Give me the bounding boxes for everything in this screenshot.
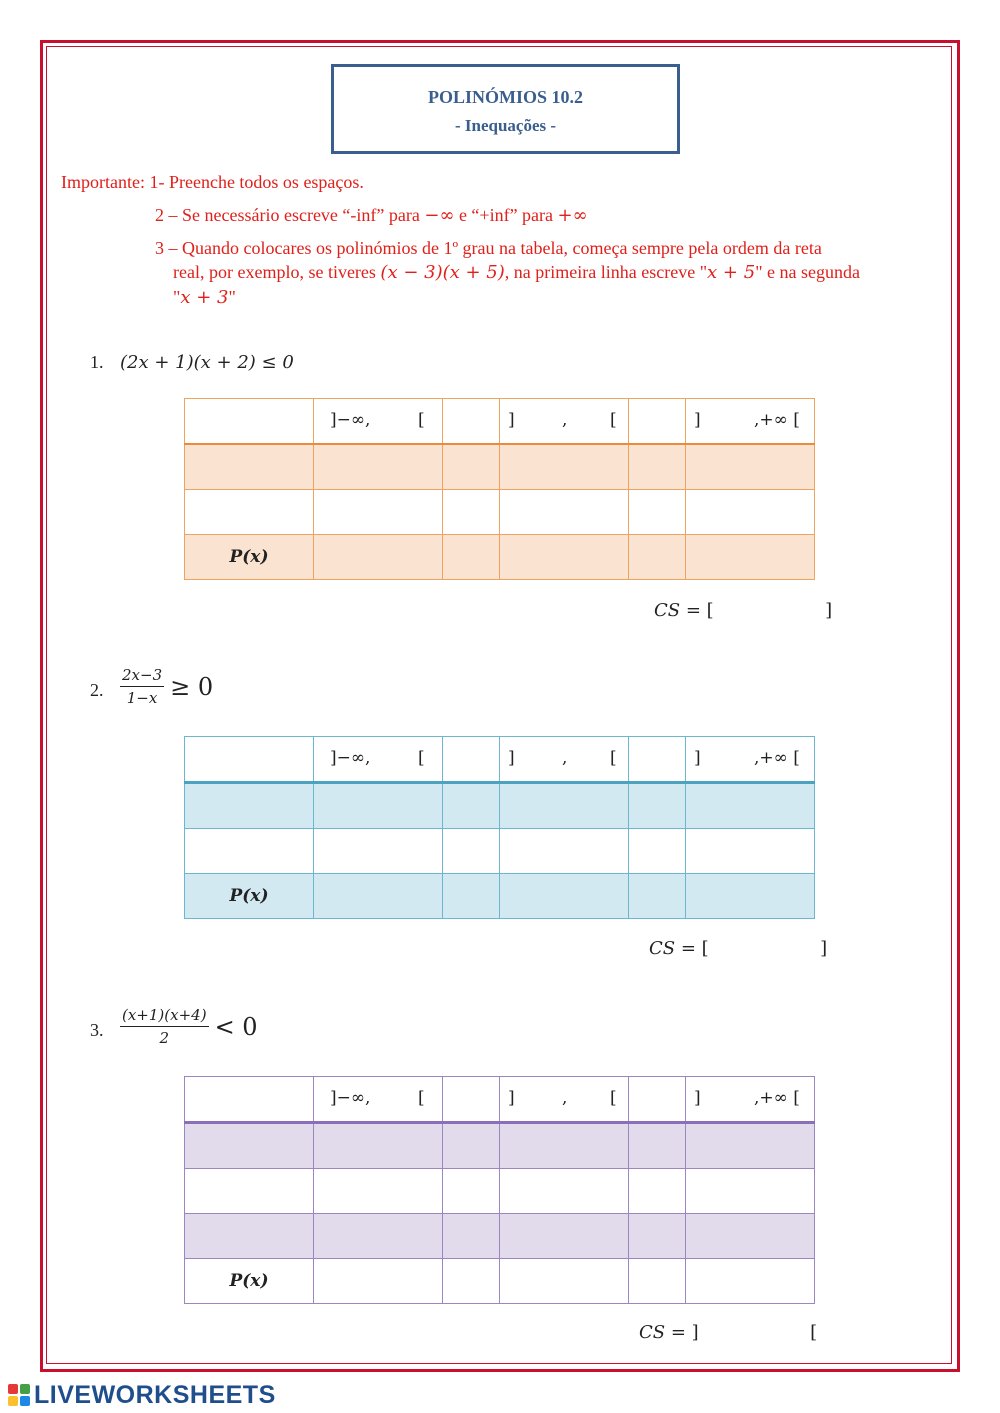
interval-1[interactable]: ]−∞, [ <box>314 1077 443 1123</box>
input-cell[interactable] <box>686 874 815 919</box>
input-cell[interactable] <box>629 783 686 829</box>
sign-table-3 <box>184 1076 815 1304</box>
root-1-cell[interactable] <box>443 1077 500 1123</box>
input-cell[interactable] <box>185 1169 314 1214</box>
input-cell[interactable] <box>443 535 500 580</box>
input-cell[interactable] <box>443 874 500 919</box>
input-cell[interactable] <box>500 1123 629 1169</box>
input-cell[interactable] <box>500 1169 629 1214</box>
input-cell[interactable] <box>500 783 629 829</box>
input-cell[interactable] <box>314 1123 443 1169</box>
input-cell[interactable] <box>314 874 443 919</box>
px-label: P(x) <box>185 874 314 919</box>
inequality: (2x + 1)(x + 2) ≤ 0 <box>120 352 294 373</box>
input-cell[interactable] <box>686 829 815 874</box>
input-cell[interactable] <box>686 1169 815 1214</box>
px-label: P(x) <box>185 1259 314 1304</box>
liveworksheets-logo <box>8 1381 276 1409</box>
interval-2[interactable]: ] , [ <box>500 1077 629 1123</box>
input-cell[interactable] <box>686 1123 815 1169</box>
input-cell[interactable] <box>314 535 443 580</box>
root-2-cell[interactable] <box>629 1077 686 1123</box>
root-2-cell[interactable] <box>629 399 686 445</box>
sign-table-1 <box>184 398 815 580</box>
logo-text: LIVEWORKSHEETS <box>34 1380 276 1409</box>
input-cell[interactable] <box>686 1214 815 1259</box>
input-cell[interactable] <box>443 1259 500 1304</box>
input-cell[interactable] <box>314 1169 443 1214</box>
solution-set-3: CS = ] [ <box>639 1322 818 1343</box>
solution-set-1: CS = [ ] <box>654 600 833 621</box>
interval-1[interactable]: ]−∞, [ <box>314 399 443 445</box>
input-cell[interactable] <box>314 783 443 829</box>
input-cell[interactable] <box>629 1259 686 1304</box>
title-box <box>331 64 680 154</box>
input-cell[interactable] <box>686 490 815 535</box>
input-cell[interactable] <box>629 535 686 580</box>
interval-2[interactable]: ] , [ <box>500 737 629 783</box>
input-cell[interactable] <box>500 444 629 490</box>
exercise-number: 2. <box>90 680 104 700</box>
instruction-3: 3 – Quando colocares os polinómios de 1º grau na tabela, começa sempre pela ordem da reta real, por exemplo, se tiveres (x − 3)(x + 5), na primeira linha escreve "x + 5" e na segunda "x + 3" <box>155 238 860 308</box>
root-1-cell[interactable] <box>443 399 500 445</box>
root-1-cell[interactable] <box>443 737 500 783</box>
input-cell[interactable] <box>686 783 815 829</box>
input-cell[interactable] <box>443 829 500 874</box>
instruction-1: Importante: 1- Preenche todos os espaços. <box>61 172 364 192</box>
solution-set-2: CS = [ ] <box>649 938 828 959</box>
instruction-2: 2 – Se necessário escreve “-inf” para −∞ e “+inf” para +∞ <box>155 205 588 226</box>
inequality: $\frac{(x+1)(x+4)}{2}$ < 0 <box>122 1006 258 1047</box>
input-cell[interactable] <box>686 444 815 490</box>
input-cell[interactable] <box>629 490 686 535</box>
input-cell[interactable] <box>629 829 686 874</box>
input-cell[interactable] <box>185 490 314 535</box>
header-blank <box>185 1077 314 1123</box>
input-cell[interactable] <box>443 1169 500 1214</box>
page-subtitle: - Inequações - <box>454 116 557 135</box>
header-blank <box>185 737 314 783</box>
interval-3[interactable]: ] ,+∞ [ <box>686 1077 815 1123</box>
input-cell[interactable] <box>314 829 443 874</box>
input-cell[interactable] <box>443 1214 500 1259</box>
exercise-number: 3. <box>90 1020 104 1040</box>
input-cell[interactable] <box>500 535 629 580</box>
interval-2[interactable]: ] , [ <box>500 399 629 445</box>
input-cell[interactable] <box>629 1123 686 1169</box>
input-cell[interactable] <box>185 829 314 874</box>
input-cell[interactable] <box>500 1214 629 1259</box>
header-blank <box>185 399 314 445</box>
input-cell[interactable] <box>686 535 815 580</box>
interval-3[interactable]: ] ,+∞ [ <box>686 399 815 445</box>
input-cell[interactable] <box>185 444 314 490</box>
input-cell[interactable] <box>443 490 500 535</box>
input-cell[interactable] <box>314 1259 443 1304</box>
input-cell[interactable] <box>629 874 686 919</box>
input-cell[interactable] <box>443 444 500 490</box>
inequality: $\frac{2x-3}{1-x}$ ≥ 0 <box>122 666 214 707</box>
interval-1[interactable]: ]−∞, [ <box>314 737 443 783</box>
input-cell[interactable] <box>500 874 629 919</box>
input-cell[interactable] <box>443 783 500 829</box>
input-cell[interactable] <box>629 444 686 490</box>
interval-3[interactable]: ] ,+∞ [ <box>686 737 815 783</box>
input-cell[interactable] <box>314 1214 443 1259</box>
input-cell[interactable] <box>185 783 314 829</box>
sign-table-2 <box>184 736 815 919</box>
input-cell[interactable] <box>314 444 443 490</box>
input-cell[interactable] <box>185 1123 314 1169</box>
input-cell[interactable] <box>686 1259 815 1304</box>
px-label: P(x) <box>185 535 314 580</box>
input-cell[interactable] <box>500 829 629 874</box>
input-cell[interactable] <box>443 1123 500 1169</box>
root-2-cell[interactable] <box>629 737 686 783</box>
input-cell[interactable] <box>629 1169 686 1214</box>
exercise-number: 1. <box>90 352 104 372</box>
input-cell[interactable] <box>314 490 443 535</box>
logo-icon <box>8 1384 30 1406</box>
input-cell[interactable] <box>629 1214 686 1259</box>
input-cell[interactable] <box>185 1214 314 1259</box>
page-title: POLINÓMIOS 10.2 <box>427 87 583 107</box>
input-cell[interactable] <box>500 490 629 535</box>
input-cell[interactable] <box>500 1259 629 1304</box>
